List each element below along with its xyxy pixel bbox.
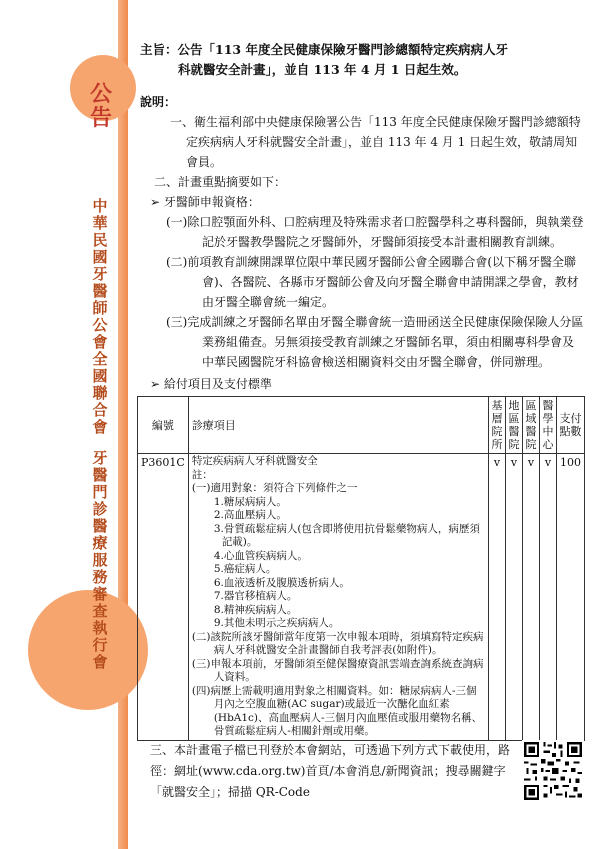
cell-medical-center: v — [540, 454, 557, 741]
subject-label: 主旨： — [140, 42, 178, 57]
note-1-6: 6.血液透析及腹膜透析病人。 — [213, 576, 350, 589]
explanation-item-2: 二、計畫重點摘要如下： — [154, 175, 287, 189]
note-2: (二)該院所該牙醫師當年度第一次申報本項時，須填寫特定疾病病人牙科就醫安全計畫醫師自我考評表(如附件)。 — [191, 630, 484, 656]
org-char: 行 — [92, 636, 108, 654]
org-char: 查 — [92, 602, 108, 620]
org-char: 合 — [92, 401, 108, 419]
header-regional-hospital: 區域醫院 — [523, 397, 540, 454]
note-1-9: 9.其他未明示之疾病病人。 — [213, 617, 340, 629]
bullet-qualification: ➢ 牙醫師申報資格： — [150, 195, 260, 209]
sidebar-stripe — [118, 0, 128, 849]
note-1-8: 8.精神疾病病人。 — [213, 603, 298, 616]
org-char: 會 — [92, 418, 108, 436]
cell-item — [188, 454, 488, 741]
qualification-1: (一)除口腔顎面外科、口腔病理及特殊需求者口腔醫學科之專科醫師，與執業登記於牙醫教學醫院之牙醫師外，牙醫師須接受本計畫相關教育訓練。 — [166, 215, 584, 249]
announcement-label: 公告 — [89, 81, 112, 131]
note-1-2: 2.高血壓病人。 — [213, 509, 287, 521]
note-1-1: 1.糖尿病病人。 — [213, 495, 287, 508]
org-char: 公 — [92, 316, 108, 334]
org-char: 全 — [92, 350, 108, 368]
header-code: 編號 — [138, 397, 189, 454]
note-1-5: 5.癌症病人。 — [213, 563, 277, 575]
subject-line1: 公告「113 年度全民健康保險牙醫門診總額特定疾病病人牙 — [177, 42, 508, 57]
cell-code: P3601C — [138, 454, 189, 741]
note-1-3: 3.骨質疏鬆症病人(包含即將使用抗骨鬆藥物病人，病歷須記載)。 — [213, 522, 480, 548]
org-char: 醫 — [92, 466, 108, 484]
org-char: 務 — [92, 568, 108, 586]
org-char: 執 — [92, 619, 108, 637]
note-label: 註： — [191, 468, 213, 481]
org-char: 審 — [92, 585, 108, 603]
qualification-2: (二)前項教育訓練開課單位限中華民國牙醫師公會全國聯合會(以下稱牙醫全聯會)、各醫院、各縣市牙醫師公會及向牙醫全聯會申請開課之學會，教材由牙醫全聯會統一編定。 — [166, 255, 579, 309]
table-row — [138, 454, 585, 741]
note-1: (一)適用對象：須符合下列條件之一 — [191, 482, 358, 494]
note-1-4: 4.心血管疾病病人。 — [213, 549, 308, 562]
org-char: 醫 — [92, 282, 108, 300]
payment-table — [137, 396, 585, 741]
org-char: 會 — [92, 653, 108, 671]
item-title: 特定疾病病人牙科就醫安全 — [191, 455, 318, 467]
cell-regional-hospital: v — [523, 454, 540, 741]
header-item: 診療項目 — [188, 397, 488, 454]
header-district-hospital: 地區醫院 — [506, 397, 523, 454]
org-char: 醫 — [92, 517, 108, 535]
cell-points: 100 — [557, 454, 585, 741]
header-medical-center: 醫學中心 — [540, 397, 557, 454]
org-char: 華 — [92, 214, 108, 232]
document-body — [140, 40, 585, 741]
org-char: 門 — [92, 483, 108, 501]
note-4: (四)病歷上需載明適用對象之相關資料。如：糖尿病病人-三個月內之空腹血糖(AC sugar)或最近一次醣化血紅素(HbA1c)、高血壓病人-三個月內血壓值或服用藥物名稱、骨質疏鬆症病人-相關針劑或用藥。 — [191, 684, 483, 737]
org-char: 民 — [92, 231, 108, 249]
org-char: 中 — [92, 197, 108, 215]
subject-line2: 科就醫安全計畫」，並自 113 年 4 月 1 日起生效。 — [178, 62, 467, 77]
org-char: 牙 — [92, 265, 108, 283]
note-1-7: 7.器官移植病人。 — [213, 590, 298, 602]
subject — [140, 40, 585, 80]
org-char: 療 — [92, 534, 108, 552]
bullet-payment: ➢ 給付項目及支付標準 — [150, 377, 272, 391]
org-char: 師 — [92, 299, 108, 317]
qualification-3: (三)完成訓練之牙醫師名單由牙醫全聯會統一造冊函送全民健康保險保險人分區業務組備查。另無須接受教育訓練之牙醫師名單，須由相關專科學會及中華民國醫院牙科協會檢送相關資料交由牙醫全聯會，併同辦理。 — [166, 315, 584, 369]
explanation-label: 說明： — [140, 95, 177, 109]
explanation-item-1: 一、衛生福利部中央健康保險署公告「113 年度全民健康保險牙醫門診總額特定疾病病人牙科就醫安全計畫」，並自 113 年 4 月 1 日起生效，敬請周知會員。 — [170, 115, 581, 169]
cell-district-hospital: v — [506, 454, 523, 741]
org-char: 會 — [92, 333, 108, 351]
table-header-row — [138, 397, 585, 454]
org-char: 服 — [92, 551, 108, 569]
qr-code-icon[interactable] — [522, 740, 584, 802]
org-char: 國 — [92, 248, 108, 266]
header-points: 支付點數 — [557, 397, 585, 454]
sidebar — [0, 0, 128, 849]
org-char: 診 — [92, 500, 108, 518]
org-char: 國 — [92, 367, 108, 385]
note-3: (三)申報本項前，牙醫師須至健保醫療資訊雲端查詢系統查詢病人資料。 — [191, 657, 484, 683]
explanation-item-3: 三、本計畫電子檔已刊登於本會網站，可透過下列方式下載使用，路徑：網址(www.cda.org.tw)首頁/本會消息/新聞資訊；搜尋關鍵字「就醫安全」；掃描 QR-Code — [150, 743, 511, 799]
cell-basic-clinic: v — [489, 454, 506, 741]
org-char: 牙 — [92, 449, 108, 467]
organization-title — [88, 198, 112, 671]
header-basic-clinic: 基層院所 — [489, 397, 506, 454]
org-char: 聯 — [92, 384, 108, 402]
